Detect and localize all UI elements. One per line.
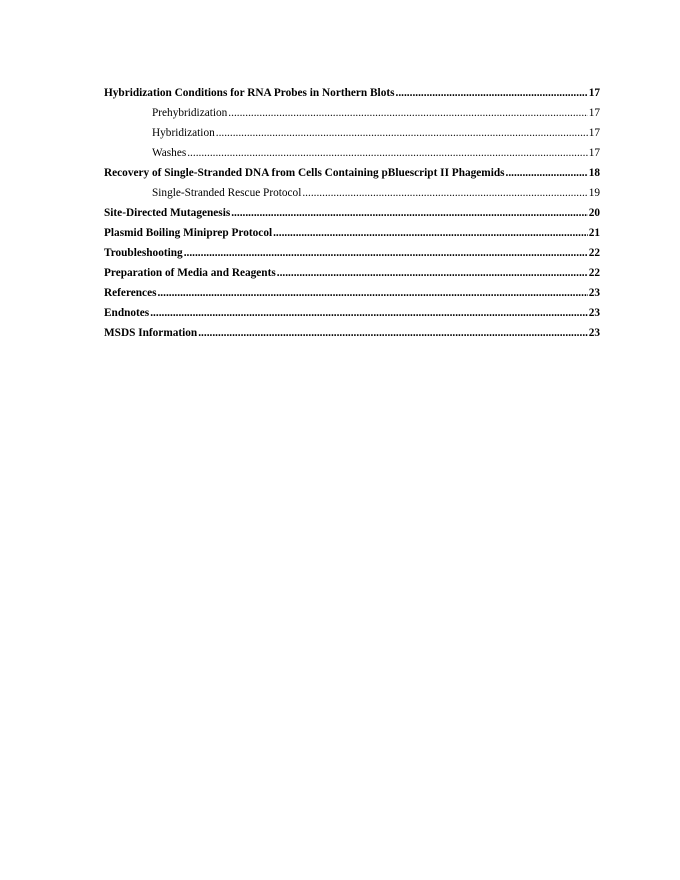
- toc-dot-leader: [150, 303, 587, 323]
- toc-entry-hybridization[interactable]: [104, 123, 600, 143]
- toc-entry-endnotes[interactable]: [104, 303, 600, 323]
- toc-entry-page: 21: [588, 227, 600, 239]
- toc-entry-northern-blots[interactable]: [104, 83, 600, 103]
- toc-entry-page: 22: [588, 267, 600, 279]
- toc-dot-leader: [184, 243, 588, 263]
- toc-dot-leader: [506, 163, 588, 183]
- table-of-contents: [104, 83, 600, 343]
- toc-entry-page: 20: [588, 207, 600, 219]
- toc-entry-title: Hybridization: [152, 127, 215, 139]
- toc-dot-leader: [231, 203, 587, 223]
- toc-entry-prehybridization[interactable]: [104, 103, 600, 123]
- toc-entry-title: Troubleshooting: [104, 247, 183, 259]
- toc-dot-leader: [302, 183, 587, 203]
- toc-entry-page: 17: [588, 147, 600, 159]
- toc-entry-page: 23: [588, 307, 600, 319]
- toc-entry-title: Hybridization Conditions for RNA Probes in Northern Blots: [104, 87, 395, 99]
- toc-entry-title: Endnotes: [104, 307, 150, 319]
- toc-entry-title: Prehybridization: [152, 107, 228, 119]
- toc-entry-single-stranded-rescue[interactable]: [104, 183, 600, 203]
- toc-dot-leader: [157, 283, 587, 303]
- toc-dot-leader: [228, 103, 587, 123]
- toc-entry-page: 23: [588, 327, 600, 339]
- toc-entry-troubleshooting[interactable]: [104, 243, 600, 263]
- toc-entry-title: Plasmid Boiling Miniprep Protocol: [104, 227, 273, 239]
- toc-entry-page: 19: [588, 187, 600, 199]
- toc-entry-references[interactable]: [104, 283, 600, 303]
- toc-dot-leader: [396, 83, 588, 103]
- toc-entry-site-directed-mutagenesis[interactable]: [104, 203, 600, 223]
- toc-entry-title: References: [104, 287, 157, 299]
- toc-entry-page: 17: [588, 107, 600, 119]
- toc-entry-media-and-reagents[interactable]: [104, 263, 600, 283]
- toc-entry-page: 22: [588, 247, 600, 259]
- toc-dot-leader: [273, 223, 588, 243]
- toc-dot-leader: [216, 123, 588, 143]
- toc-entry-plasmid-boiling-miniprep[interactable]: [104, 223, 600, 243]
- toc-entry-title: MSDS Information: [104, 327, 198, 339]
- toc-entry-title: Preparation of Media and Reagents: [104, 267, 276, 279]
- toc-entry-washes[interactable]: [104, 143, 600, 163]
- toc-dot-leader: [187, 143, 587, 163]
- toc-entry-title: Site-Directed Mutagenesis: [104, 207, 231, 219]
- toc-entry-title: Single-Stranded Rescue Protocol: [152, 187, 302, 199]
- toc-dot-leader: [277, 263, 588, 283]
- toc-entry-page: 18: [588, 167, 600, 179]
- toc-entry-page: 17: [588, 87, 600, 99]
- toc-entry-page: 17: [588, 127, 600, 139]
- toc-entry-title: Recovery of Single-Stranded DNA from Cells Containing pBluescript II Phagemids: [104, 167, 505, 179]
- toc-entry-title: Washes: [152, 147, 187, 159]
- toc-entry-msds-information[interactable]: [104, 323, 600, 343]
- toc-entry-page: 23: [588, 287, 600, 299]
- toc-entry-single-stranded-dna-recovery[interactable]: [104, 163, 600, 183]
- toc-dot-leader: [198, 323, 587, 343]
